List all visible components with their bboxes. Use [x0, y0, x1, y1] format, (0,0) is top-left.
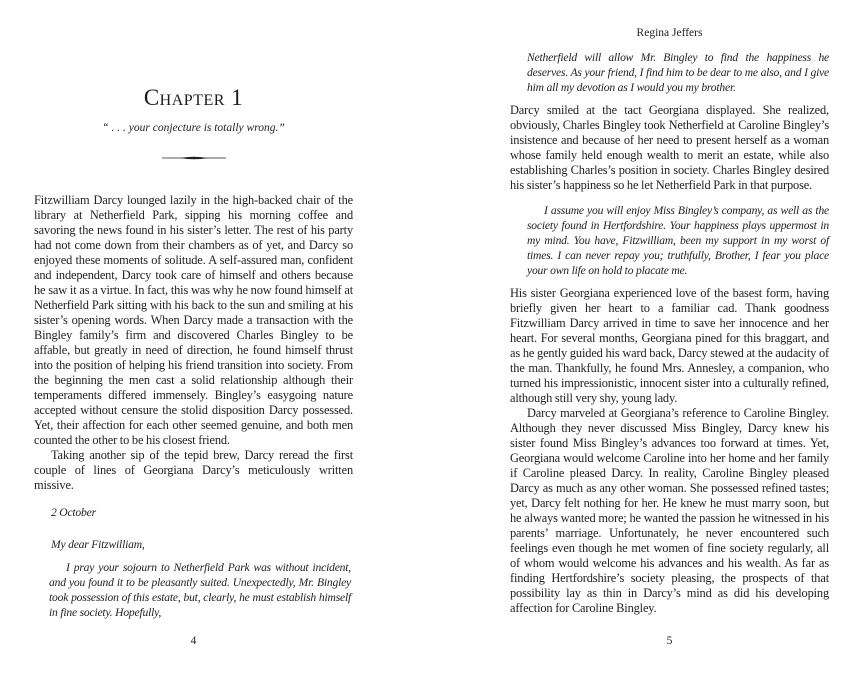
- letter-salutation: My dear Fitzwilliam,: [51, 538, 145, 551]
- letter-text: I assume you will enjoy Miss Bingley’s company, as well as the society found in Hertfordshire. Your happiness plays uppermost in my mind. You have, Fitzwilliam, been my support in my worst of times. I can never repay you; truthfully, Brother, I fear you place your own life on hold to placate me.: [527, 204, 829, 277]
- chapter-text: [510, 103, 829, 193]
- letter-text: I pray your sojourn to Netherfield Park was without incident, and you found it to be pleasantly suited. Unexpectedly, Mr. Bingley took possession of this estate, but, clearly, he must establish himself in fine society. Hopefully,: [49, 561, 351, 619]
- ornament-divider-icon: [162, 156, 226, 160]
- paragraph: His sister Georgiana experienced love of the basest form, having briefly given her heart to a familiar cad. Thank goodness Fitzwilliam Darcy arrived in time to save her innocence and her heart. For several months, Georgiana pined for this braggart, and as he gently guided his ward back, Darcy stewed at the audacity of the man. Thankfully, he found Mrs. Annesley, a companion, who turned his impressionistic, innocent sister into a culturally refined, although still very shy, young lady.: [510, 286, 829, 405]
- chapter-text: [510, 286, 829, 616]
- paragraph: Taking another sip of the tepid brew, Darcy reread the first couple of lines of Georgiana Darcy’s meticulously written missive.: [34, 448, 353, 492]
- right-page: [432, 0, 864, 679]
- page-number: 5: [666, 635, 673, 647]
- chapter-title: Chapter 1: [143, 85, 244, 110]
- chapter-text: [34, 193, 353, 493]
- paragraph: Fitzwilliam Darcy lounged lazily in the high-backed chair of the library at Netherfield Park, sipping his morning coffee and savoring the news found in his sister’s letter. The rest of his party had not come down from their chambers as of yet, and Darcy so enjoyed these moments of solitude. A self-assured man, confident and independent, Darcy took care of himself and others because he saw it as a virtue. In fact, this was why he now found himself at Netherfield Park sitting with his back to the sun and smiling at his sister’s opening words. When Darcy made a transaction with the Bingley family’s firm and discovered Charles Bingley to be affable, but greatly in need of direction, he found himself thrust into the position of helping his friend transition into society. From the beginning the men cast a solid relationship although their temperaments differed immensely. Bingley’s easygoing nature accepted without censure the stolid disposition Darcy possessed. Yet, their affection for each other seemed genuine, and both men counted the other to be his closest friend.: [34, 193, 353, 447]
- letter-block: [527, 203, 829, 278]
- paragraph: Darcy marveled at Georgiana’s reference to Caroline Bingley. Although they never discussed Miss Bingley, Darcy knew his sister found Miss Bingley’s advances too forward at times. Yet, Georgiana would welcome Caroline into her home and her family if Caroline pleased Darcy. In reality, Caroline Bingley pleased Darcy as much as any other woman. She possessed refined tastes; yet, Darcy felt nothing for her. He knew he must marry soon, but he always wanted more; he wanted the passion he witnessed in his parents’ marriage. Unfortunately, he never encountered such feelings even though he met women of fine society regularly, all of whom would welcome his advances and his wealth. As far as finding Hertfordshire’s society pleasing, the prospects of that possibility lay as thin in Darcy’s mind as did his developing affection for Caroline Bingley.: [510, 406, 829, 615]
- letter-date: 2 October: [51, 506, 96, 519]
- chapter-epigraph: “ . . . your conjecture is totally wrong.”: [102, 122, 285, 134]
- letter-text: Netherfield will allow Mr. Bingley to find the happiness he deserves. As your friend, I find him to be dear to me also, and I give him all my devotion as I would you my brother.: [527, 51, 829, 94]
- letter-block: [527, 50, 829, 95]
- running-header: Regina Jeffers: [636, 27, 703, 39]
- paragraph: Darcy smiled at the tact Georgiana displayed. She realized, obviously, Charles Bingley took Netherfield at Caroline Bingley’s insistence and because of her need to present herself as a woman whose family held enough wealth to merit an estate, while also establishing Charles’s position in society. Charles Bingley desired his sister’s happiness so he let Netherfield Park in that purpose.: [510, 103, 829, 192]
- page-number: 4: [190, 635, 197, 647]
- letter-block: [49, 560, 351, 620]
